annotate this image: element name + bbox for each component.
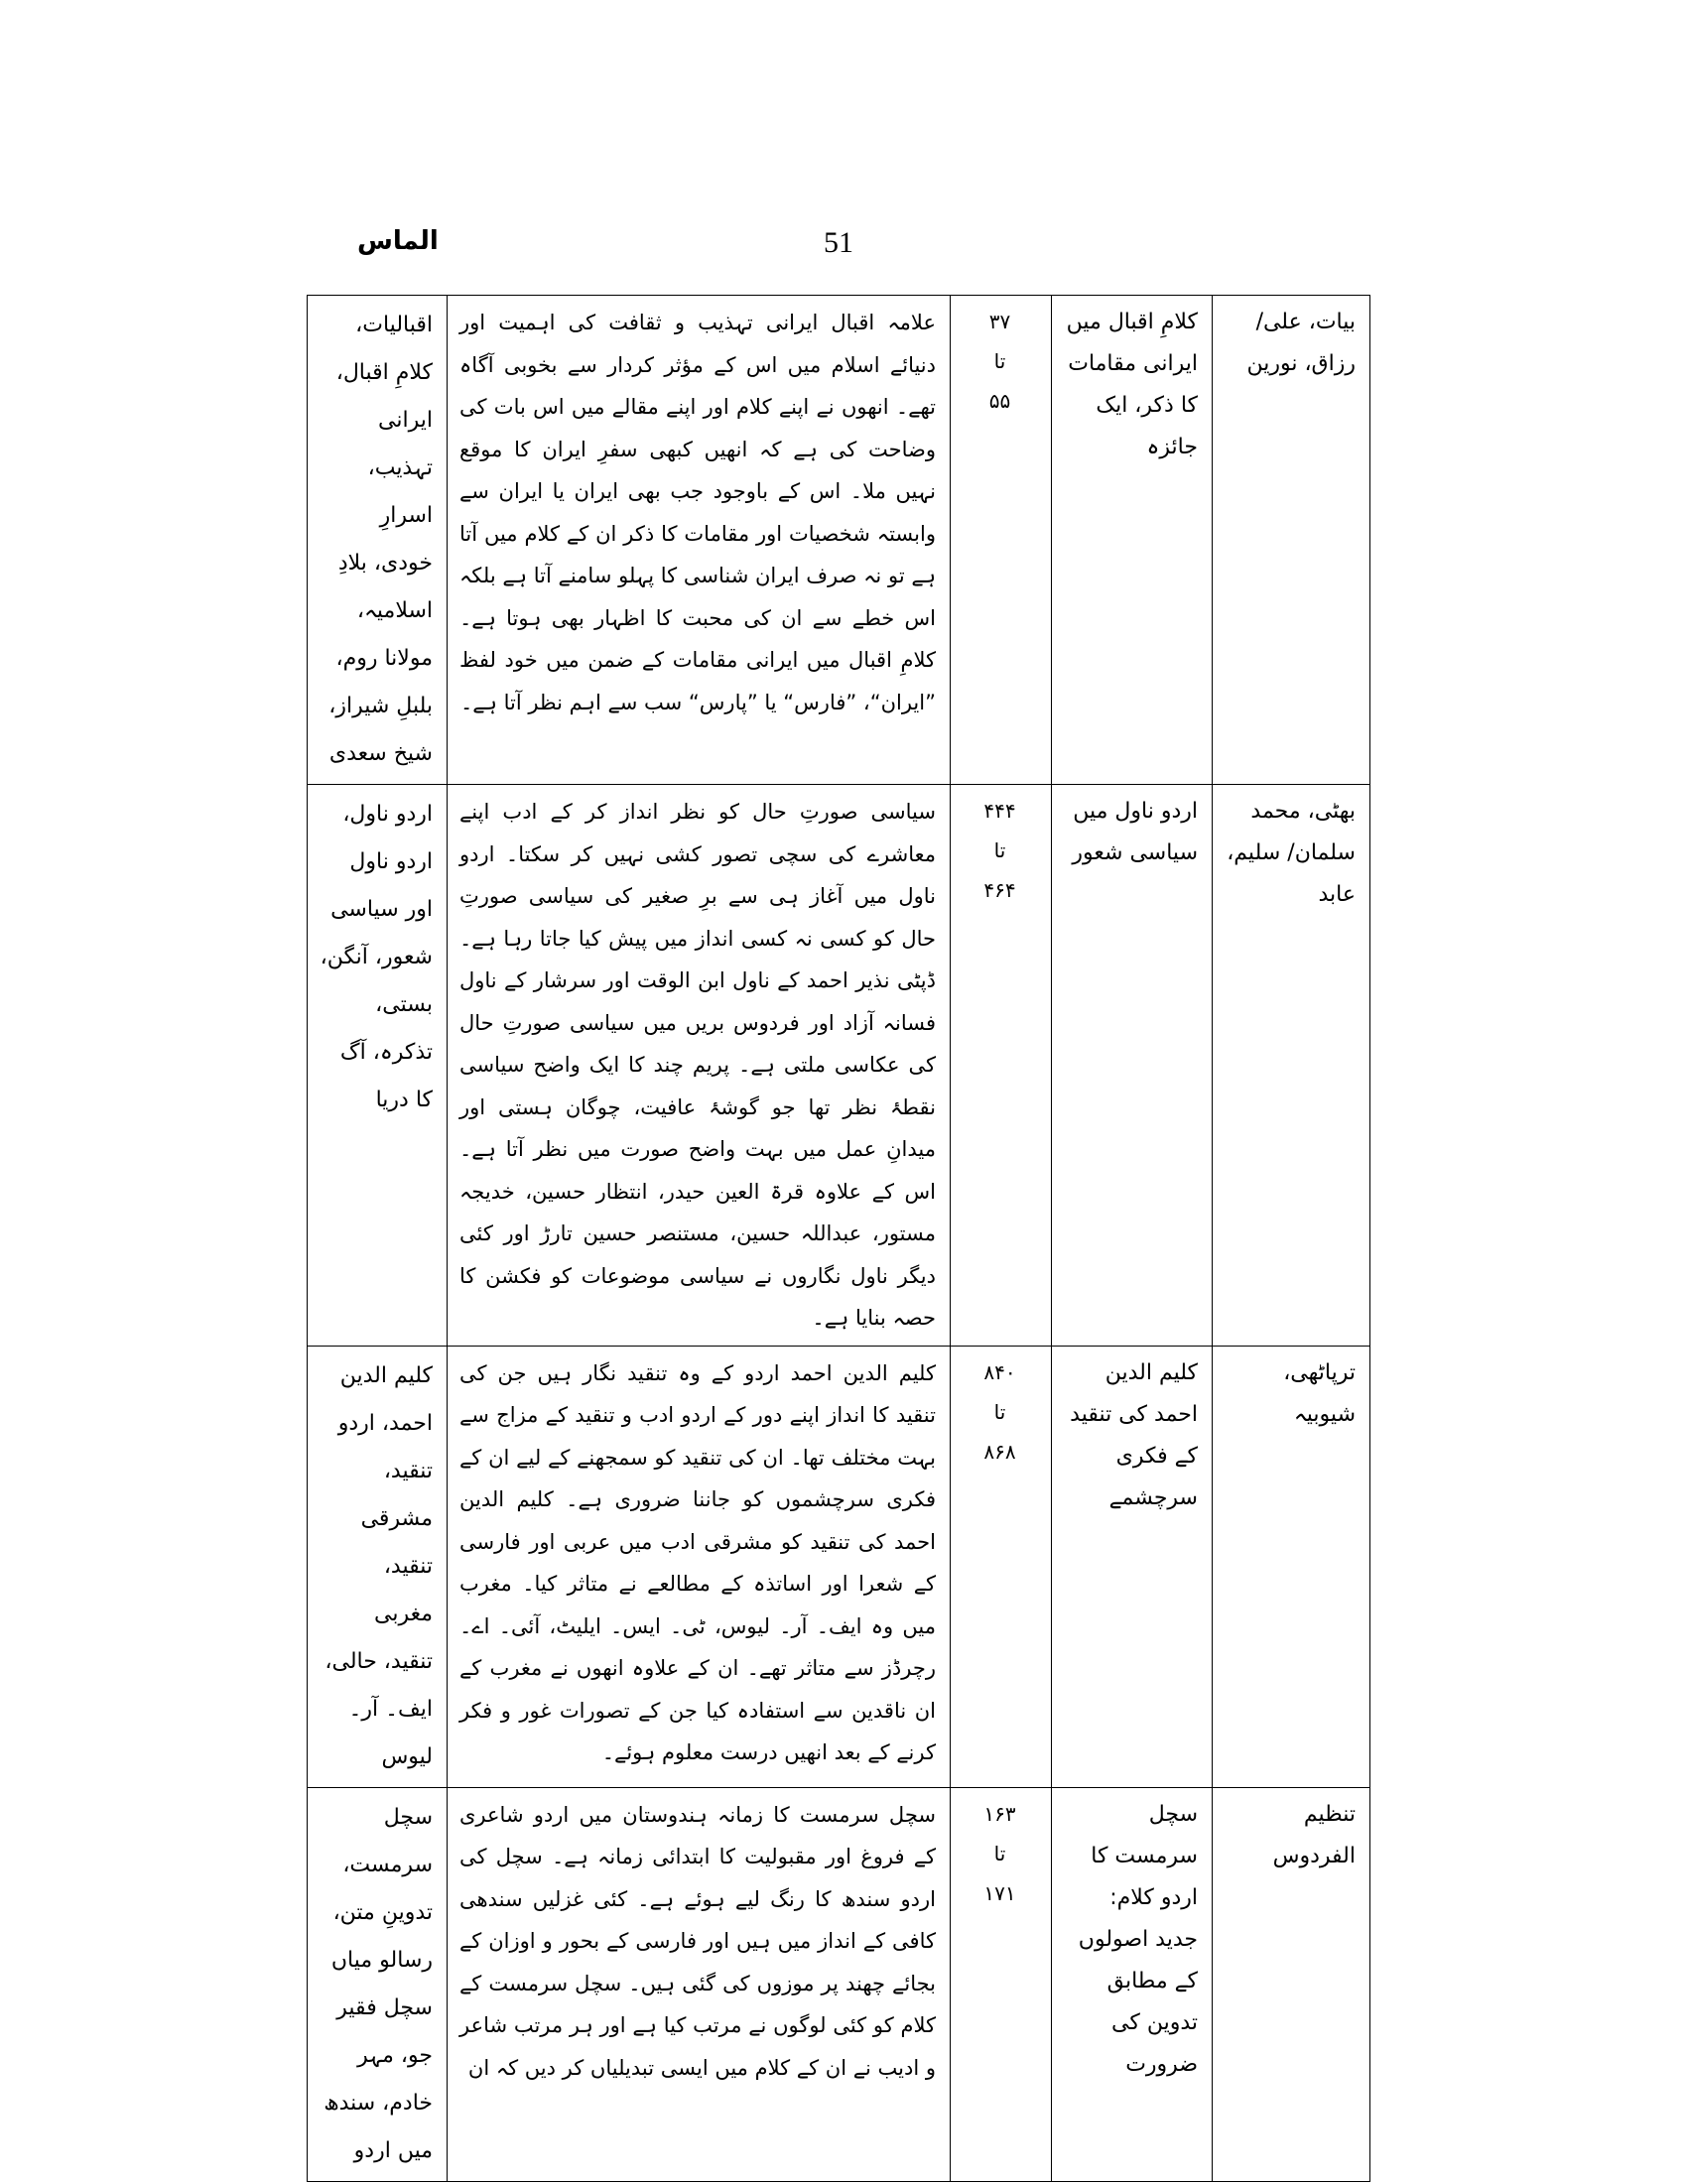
abstract-cell: علامہ اقبال ایرانی تہذیب و ثقافت کی اہمیت اور دنیائے اسلام میں اس کے مؤثر کردار سے بخوبی آگاہ تھے۔ انھوں نے اپنے کلام اور اپنے مقالے میں اس بات کی وضاحت کی ہے کہ انھیں کبھی سفرِ ایران کا موقع نہیں ملا۔ اس کے باوجود جب بھی ایران یا ایران سے وابستہ شخصیات اور مقامات کا ذکر ان کے کلام میں آتا ہے تو نہ صرف ایران شناسی کا پہلو سامنے آتا ہے بلکہ اس خطے سے ان کی محبت کا اظہار بھی ہوتا ہے۔ کلامِ اقبال میں ایرانی مقامات کے ضمن میں خود لفظ ”ایران“، ”فارس“ یا ”پارس“ سب سے اہم نظر آتا ہے۔ — [448, 296, 951, 785]
page-from: ۴۴۴ — [983, 799, 1016, 823]
table-row — [308, 296, 1370, 785]
page-from: ۸۴۰ — [983, 1359, 1016, 1384]
page-to: ۸۶۸ — [983, 1439, 1016, 1464]
page-to-word: تا — [993, 1399, 1006, 1424]
table-row — [308, 1346, 1370, 1787]
abstract-cell: سچل سرمست کا زمانہ ہندوستان میں اردو شاعری کے فروغ اور مقبولیت کا ابتدائی زمانہ ہے۔ سچل کی اردو سندھ کا رنگ لیے ہوئے ہے۔ کئی غزلیں سندھی کافی کے انداز میں ہیں اور فارسی کے بحور و اوزان کے بجائے چھند پر موزوں کی گئی ہیں۔ سچل سرمست کے کلام کو کئی لوگوں نے مرتب کیا ہے اور ہر مرتب شاعر و ادیب نے ان کے کلام میں ایسی تبدیلیاں کر دیں کہ ان — [448, 1787, 951, 2181]
page-number: 51 — [824, 226, 853, 259]
keywords-cell: اردو ناول، اردو ناول اور سیاسی شعور، آنگن، بستی، تذکرہ، آگ کا دریا — [308, 785, 448, 1347]
keywords-cell: اقبالیات، کلامِ اقبال، ایرانی تہذیب، اسرارِ خودی، بلادِ اسلامیہ، مولانا روم، بلبلِ شیراز، شیخ سعدی — [308, 296, 448, 785]
page-to: ۱۷۱ — [983, 1880, 1016, 1905]
page-to-word: تا — [993, 349, 1006, 373]
table-row — [308, 1787, 1370, 2181]
title-cell: اردو ناول میں سیاسی شعور — [1052, 785, 1213, 1347]
articles-table — [307, 295, 1370, 2182]
abstract-cell: کلیم الدین احمد اردو کے وہ تنقید نگار ہیں جن کی تنقید کا انداز اپنے دور کے اردو ادب و تنقید کے مزاج سے بہت مختلف تھا۔ ان کی تنقید کو سمجھنے کے لیے ان کے فکری سرچشموں کو جاننا ضروری ہے۔ کلیم الدین احمد کی تنقید کو مشرقی ادب میں عربی اور فارسی کے شعرا اور اساتذہ کے مطالعے نے متاثر کیا۔ مغرب میں وہ ایف۔ آر۔ لیوس، ٹی۔ ایس۔ ایلیٹ، آئی۔ اے۔ رچرڈز سے متاثر تھے۔ ان کے علاوہ انھوں نے مغرب کے ان ناقدین سے استفادہ کیا جن کے تصورات غور و فکر کرنے کے بعد انھیں درست معلوم ہوئے۔ — [448, 1346, 951, 1787]
author-cell: تنظیم الفردوس — [1213, 1787, 1370, 2181]
keywords-cell: سچل سرمست، تدوینِ متن، رسالو میاں سچل فقیر جو، مہر خادم، سندھ میں اردو — [308, 1787, 448, 2181]
page-to: ۴۶۴ — [983, 878, 1016, 902]
title-cell: سچل سرمست کا اردو کلام: جدید اصولوں کے مطابق تدوین کی ضرورت — [1052, 1787, 1213, 2181]
page-to-word: تا — [993, 838, 1006, 862]
pages-cell — [951, 785, 1052, 1347]
title-cell: کلیم الدین احمد کی تنقید کے فکری سرچشمے — [1052, 1346, 1213, 1787]
page-from: ۱۶۳ — [983, 1801, 1016, 1826]
author-cell: ترپاٹھی، شیوبیہ — [1213, 1346, 1370, 1787]
pages-cell — [951, 296, 1052, 785]
journal-name: الماس — [357, 226, 439, 256]
page-to-word: تا — [993, 1841, 1006, 1865]
page-to: ۵۵ — [988, 389, 1011, 413]
page-header — [308, 226, 1369, 276]
table-row — [308, 785, 1370, 1347]
page-from: ۳۷ — [988, 310, 1011, 333]
pages-cell — [951, 1346, 1052, 1787]
keywords-cell: کلیم الدین احمد، اردو تنقید، مشرقی تنقید، مغربی تنقید، حالی، ایف۔ آر۔ لیوس — [308, 1346, 448, 1787]
title-cell: کلامِ اقبال میں ایرانی مقامات کا ذکر، ایک جائزہ — [1052, 296, 1213, 785]
author-cell: بھٹی، محمد سلمان/ سلیم، عابد — [1213, 785, 1370, 1347]
abstract-cell: سیاسی صورتِ حال کو نظر انداز کر کے ادب اپنے معاشرے کی سچی تصور کشی نہیں کر سکتا۔ اردو ناول میں آغاز ہی سے برِ صغیر کی سیاسی صورتِ حال کو کسی نہ کسی انداز میں پیش کیا جاتا رہا ہے۔ ڈپٹی نذیر احمد کے ناول ابن الوقت اور سرشار کے ناول فسانہ آزاد اور فردوس بریں میں سیاسی صورتِ حال کی عکاسی ملتی ہے۔ پریم چند کا ایک واضح سیاسی نقطۂ نظر تھا جو گوشۂ عافیت، چوگان ہستی اور میدانِ عمل میں بہت واضح صورت میں نظر آتا ہے۔ اس کے علاوہ قرۃ العین حیدر، انتظار حسین، خدیجہ مستور، عبداللہ حسین، مستنصر حسین تارڑ اور کئی دیگر ناول نگاروں نے سیاسی موضوعات کو فکشن کا حصہ بنایا ہے۔ — [448, 785, 951, 1347]
author-cell: بیات، علی/ رزاق، نورین — [1213, 296, 1370, 785]
pages-cell — [951, 1787, 1052, 2181]
